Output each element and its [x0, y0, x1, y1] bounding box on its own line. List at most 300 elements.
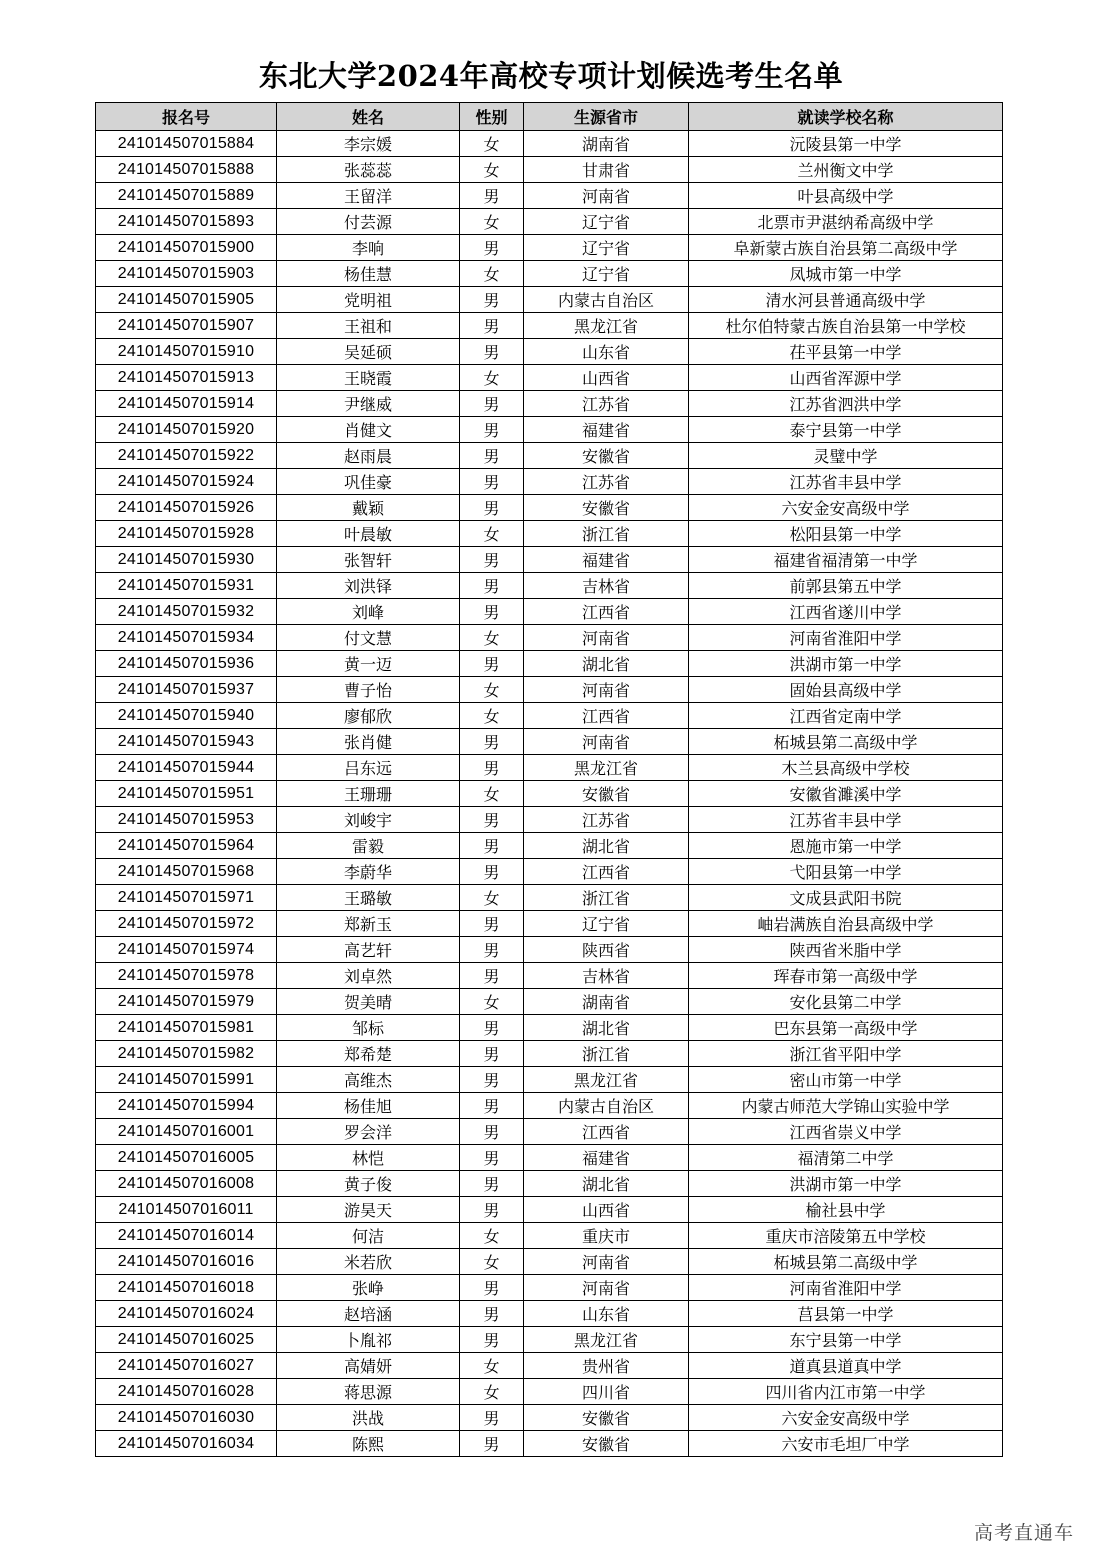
cell-gender: 男	[460, 937, 524, 963]
cell-province: 辽宁省	[524, 261, 689, 287]
cell-id: 241014507015971	[96, 885, 277, 911]
cell-name: 邹标	[277, 1015, 460, 1041]
cell-id: 241014507016008	[96, 1171, 277, 1197]
cell-school: 六安金安高级中学	[689, 1405, 1003, 1431]
cell-name: 罗会洋	[277, 1119, 460, 1145]
cell-province: 湖南省	[524, 989, 689, 1015]
cell-province: 黑龙江省	[524, 1327, 689, 1353]
cell-gender: 女	[460, 521, 524, 547]
cell-school: 内蒙古师范大学锦山实验中学	[689, 1093, 1003, 1119]
table-row	[96, 1275, 1003, 1301]
cell-gender: 男	[460, 599, 524, 625]
cell-province: 山东省	[524, 1301, 689, 1327]
cell-school: 洪湖市第一中学	[689, 1171, 1003, 1197]
cell-id: 241014507015972	[96, 911, 277, 937]
cell-gender: 男	[460, 1171, 524, 1197]
cell-gender: 女	[460, 365, 524, 391]
cell-id: 241014507015907	[96, 313, 277, 339]
cell-name: 郑希楚	[277, 1041, 460, 1067]
cell-name: 尹继威	[277, 391, 460, 417]
cell-gender: 女	[460, 1223, 524, 1249]
cell-name: 王璐敏	[277, 885, 460, 911]
table-row	[96, 625, 1003, 651]
cell-name: 游昊天	[277, 1197, 460, 1223]
cell-school: 安徽省濉溪中学	[689, 781, 1003, 807]
cell-id: 241014507015888	[96, 157, 277, 183]
cell-province: 山西省	[524, 365, 689, 391]
cell-gender: 男	[460, 469, 524, 495]
cell-gender: 男	[460, 859, 524, 885]
table-row	[96, 1093, 1003, 1119]
cell-province: 黑龙江省	[524, 1067, 689, 1093]
cell-province: 辽宁省	[524, 911, 689, 937]
cell-gender: 男	[460, 339, 524, 365]
cell-name: 王晓霞	[277, 365, 460, 391]
cell-province: 内蒙古自治区	[524, 1093, 689, 1119]
cell-school: 恩施市第一中学	[689, 833, 1003, 859]
cell-province: 湖北省	[524, 1015, 689, 1041]
cell-id: 241014507016001	[96, 1119, 277, 1145]
cell-province: 吉林省	[524, 573, 689, 599]
cell-province: 陕西省	[524, 937, 689, 963]
table-row	[96, 989, 1003, 1015]
cell-province: 河南省	[524, 183, 689, 209]
cell-gender: 男	[460, 911, 524, 937]
cell-school: 柘城县第二高级中学	[689, 729, 1003, 755]
cell-province: 湖北省	[524, 651, 689, 677]
cell-province: 江西省	[524, 859, 689, 885]
table-row	[96, 677, 1003, 703]
cell-school: 四川省内江市第一中学	[689, 1379, 1003, 1405]
cell-name: 付芸源	[277, 209, 460, 235]
cell-name: 米若欣	[277, 1249, 460, 1275]
cell-id: 241014507015944	[96, 755, 277, 781]
cell-id: 241014507015994	[96, 1093, 277, 1119]
cell-school: 密山市第一中学	[689, 1067, 1003, 1093]
cell-id: 241014507016011	[96, 1197, 277, 1223]
cell-school: 文成县武阳书院	[689, 885, 1003, 911]
cell-gender: 男	[460, 235, 524, 261]
cell-gender: 女	[460, 1353, 524, 1379]
cell-name: 李宗媛	[277, 131, 460, 157]
table-row	[96, 547, 1003, 573]
cell-school: 福建省福清第一中学	[689, 547, 1003, 573]
cell-school: 沅陵县第一中学	[689, 131, 1003, 157]
cell-gender: 男	[460, 183, 524, 209]
cell-province: 辽宁省	[524, 235, 689, 261]
table-row	[96, 1119, 1003, 1145]
cell-name: 黄子俊	[277, 1171, 460, 1197]
cell-id: 241014507015922	[96, 443, 277, 469]
table-row	[96, 833, 1003, 859]
cell-id: 241014507015937	[96, 677, 277, 703]
cell-province: 内蒙古自治区	[524, 287, 689, 313]
cell-id: 241014507015900	[96, 235, 277, 261]
cell-province: 安徽省	[524, 443, 689, 469]
cell-province: 山西省	[524, 1197, 689, 1223]
table-row	[96, 235, 1003, 261]
cell-school: 岫岩满族自治县高级中学	[689, 911, 1003, 937]
cell-school: 安化县第二中学	[689, 989, 1003, 1015]
cell-gender: 女	[460, 677, 524, 703]
cell-province: 湖北省	[524, 1171, 689, 1197]
cell-province: 河南省	[524, 625, 689, 651]
cell-name: 黄一迈	[277, 651, 460, 677]
table-row	[96, 131, 1003, 157]
cell-name: 高婧妍	[277, 1353, 460, 1379]
cell-gender: 男	[460, 1405, 524, 1431]
table-row	[96, 1379, 1003, 1405]
cell-name: 杨佳慧	[277, 261, 460, 287]
cell-province: 安徽省	[524, 1405, 689, 1431]
table-row	[96, 1431, 1003, 1457]
cell-id: 241014507015953	[96, 807, 277, 833]
table-row	[96, 365, 1003, 391]
cell-school: 江苏省丰县中学	[689, 469, 1003, 495]
cell-name: 高艺轩	[277, 937, 460, 963]
table-row	[96, 1249, 1003, 1275]
table-row	[96, 313, 1003, 339]
cell-school: 江西省遂川中学	[689, 599, 1003, 625]
cell-gender: 男	[460, 287, 524, 313]
cell-school: 山西省浑源中学	[689, 365, 1003, 391]
cell-name: 叶晨敏	[277, 521, 460, 547]
cell-gender: 男	[460, 1067, 524, 1093]
cell-id: 241014507016005	[96, 1145, 277, 1171]
cell-gender: 男	[460, 1275, 524, 1301]
cell-name: 刘洪铎	[277, 573, 460, 599]
cell-gender: 女	[460, 989, 524, 1015]
cell-name: 肖健文	[277, 417, 460, 443]
cell-name: 何洁	[277, 1223, 460, 1249]
cell-gender: 男	[460, 833, 524, 859]
cell-name: 郑新玉	[277, 911, 460, 937]
cell-school: 六安金安高级中学	[689, 495, 1003, 521]
col-header-school: 就读学校名称	[689, 103, 1003, 131]
cell-school: 六安市毛坦厂中学	[689, 1431, 1003, 1457]
cell-province: 福建省	[524, 417, 689, 443]
cell-name: 洪战	[277, 1405, 460, 1431]
cell-name: 巩佳豪	[277, 469, 460, 495]
cell-gender: 男	[460, 313, 524, 339]
table-row	[96, 1301, 1003, 1327]
cell-school: 榆社县中学	[689, 1197, 1003, 1223]
cell-id: 241014507015974	[96, 937, 277, 963]
cell-school: 柘城县第二高级中学	[689, 1249, 1003, 1275]
col-header-gender: 性别	[460, 103, 524, 131]
page-title: 东北大学2024年高校专项计划候选考生名单	[258, 59, 844, 93]
cell-name: 张蕊蕊	[277, 157, 460, 183]
table-row	[96, 495, 1003, 521]
cell-id: 241014507015889	[96, 183, 277, 209]
cell-id: 241014507015920	[96, 417, 277, 443]
cell-name: 赵雨晨	[277, 443, 460, 469]
cell-province: 江西省	[524, 1119, 689, 1145]
cell-name: 卜胤祁	[277, 1327, 460, 1353]
cell-id: 241014507016024	[96, 1301, 277, 1327]
table-row	[96, 209, 1003, 235]
col-header-province: 生源省市	[524, 103, 689, 131]
table-row	[96, 1145, 1003, 1171]
cell-id: 241014507016014	[96, 1223, 277, 1249]
cell-province: 吉林省	[524, 963, 689, 989]
cell-id: 241014507015968	[96, 859, 277, 885]
cell-province: 贵州省	[524, 1353, 689, 1379]
cell-school: 东宁县第一中学	[689, 1327, 1003, 1353]
table-row	[96, 755, 1003, 781]
cell-province: 江苏省	[524, 469, 689, 495]
cell-school: 河南省淮阳中学	[689, 625, 1003, 651]
cell-id: 241014507015905	[96, 287, 277, 313]
cell-province: 河南省	[524, 1249, 689, 1275]
cell-province: 浙江省	[524, 885, 689, 911]
cell-gender: 男	[460, 391, 524, 417]
cell-province: 福建省	[524, 1145, 689, 1171]
table-row	[96, 573, 1003, 599]
cell-school: 河南省淮阳中学	[689, 1275, 1003, 1301]
table-row	[96, 157, 1003, 183]
table-body	[96, 131, 1003, 1457]
cell-school: 固始县高级中学	[689, 677, 1003, 703]
cell-province: 河南省	[524, 677, 689, 703]
table-row	[96, 781, 1003, 807]
cell-name: 雷毅	[277, 833, 460, 859]
cell-gender: 男	[460, 755, 524, 781]
cell-id: 241014507015931	[96, 573, 277, 599]
cell-gender: 男	[460, 1197, 524, 1223]
cell-id: 241014507015951	[96, 781, 277, 807]
cell-school: 清水河县普通高级中学	[689, 287, 1003, 313]
cell-name: 陈熙	[277, 1431, 460, 1457]
table-row	[96, 885, 1003, 911]
cell-id: 241014507015940	[96, 703, 277, 729]
cell-name: 王珊珊	[277, 781, 460, 807]
cell-name: 刘峻宇	[277, 807, 460, 833]
cell-name: 蒋思源	[277, 1379, 460, 1405]
cell-gender: 男	[460, 1145, 524, 1171]
table-row	[96, 807, 1003, 833]
cell-gender: 男	[460, 807, 524, 833]
table-row	[96, 1015, 1003, 1041]
cell-name: 廖郁欣	[277, 703, 460, 729]
cell-name: 张峥	[277, 1275, 460, 1301]
cell-id: 241014507015924	[96, 469, 277, 495]
cell-id: 241014507016028	[96, 1379, 277, 1405]
cell-school: 木兰县高级中学校	[689, 755, 1003, 781]
cell-province: 安徽省	[524, 1431, 689, 1457]
cell-gender: 女	[460, 1379, 524, 1405]
cell-id: 241014507015943	[96, 729, 277, 755]
cell-school: 杜尔伯特蒙古族自治县第一中学校	[689, 313, 1003, 339]
table-row	[96, 521, 1003, 547]
col-header-name: 姓名	[277, 103, 460, 131]
cell-id: 241014507016027	[96, 1353, 277, 1379]
table-row	[96, 651, 1003, 677]
cell-gender: 男	[460, 1301, 524, 1327]
table-row	[96, 1067, 1003, 1093]
cell-province: 安徽省	[524, 495, 689, 521]
cell-id: 241014507015884	[96, 131, 277, 157]
cell-id: 241014507015913	[96, 365, 277, 391]
cell-id: 241014507015934	[96, 625, 277, 651]
cell-name: 李响	[277, 235, 460, 261]
cell-gender: 女	[460, 209, 524, 235]
cell-id: 241014507015930	[96, 547, 277, 573]
cell-name: 赵培涵	[277, 1301, 460, 1327]
cell-name: 王祖和	[277, 313, 460, 339]
cell-gender: 女	[460, 157, 524, 183]
cell-gender: 男	[460, 1093, 524, 1119]
candidate-table	[95, 102, 1003, 1457]
table-row	[96, 963, 1003, 989]
table-row	[96, 729, 1003, 755]
cell-name: 刘峰	[277, 599, 460, 625]
cell-name: 吕东远	[277, 755, 460, 781]
cell-province: 辽宁省	[524, 209, 689, 235]
cell-gender: 女	[460, 1249, 524, 1275]
cell-gender: 男	[460, 963, 524, 989]
cell-gender: 男	[460, 573, 524, 599]
cell-name: 林恺	[277, 1145, 460, 1171]
cell-school: 兰州衡文中学	[689, 157, 1003, 183]
cell-province: 黑龙江省	[524, 313, 689, 339]
cell-name: 戴颖	[277, 495, 460, 521]
cell-gender: 男	[460, 443, 524, 469]
cell-province: 江苏省	[524, 391, 689, 417]
cell-school: 泰宁县第一中学	[689, 417, 1003, 443]
table-row	[96, 1197, 1003, 1223]
cell-id: 241014507016016	[96, 1249, 277, 1275]
cell-id: 241014507016034	[96, 1431, 277, 1457]
cell-province: 重庆市	[524, 1223, 689, 1249]
cell-name: 曹子怡	[277, 677, 460, 703]
cell-gender: 女	[460, 781, 524, 807]
cell-name: 贺美晴	[277, 989, 460, 1015]
cell-id: 241014507015910	[96, 339, 277, 365]
cell-name: 党明祖	[277, 287, 460, 313]
cell-name: 刘卓然	[277, 963, 460, 989]
cell-name: 高维杰	[277, 1067, 460, 1093]
cell-school: 叶县高级中学	[689, 183, 1003, 209]
cell-school: 北票市尹湛纳希高级中学	[689, 209, 1003, 235]
cell-province: 江苏省	[524, 807, 689, 833]
cell-school: 江苏省丰县中学	[689, 807, 1003, 833]
cell-province: 湖北省	[524, 833, 689, 859]
cell-school: 珲春市第一高级中学	[689, 963, 1003, 989]
cell-gender: 女	[460, 885, 524, 911]
cell-id: 241014507015926	[96, 495, 277, 521]
cell-name: 王留洋	[277, 183, 460, 209]
table-row	[96, 599, 1003, 625]
cell-id: 241014507015978	[96, 963, 277, 989]
table-header-row	[96, 103, 1003, 131]
table-row	[96, 1223, 1003, 1249]
watermark-text: 高考直通车	[973, 1522, 1074, 1544]
cell-province: 浙江省	[524, 521, 689, 547]
cell-province: 浙江省	[524, 1041, 689, 1067]
cell-id: 241014507015981	[96, 1015, 277, 1041]
table-row	[96, 937, 1003, 963]
cell-id: 241014507015928	[96, 521, 277, 547]
cell-gender: 男	[460, 1041, 524, 1067]
cell-gender: 女	[460, 625, 524, 651]
cell-gender: 男	[460, 1119, 524, 1145]
cell-gender: 男	[460, 1327, 524, 1353]
cell-id: 241014507015979	[96, 989, 277, 1015]
table-row	[96, 183, 1003, 209]
table-row	[96, 1353, 1003, 1379]
cell-school: 阜新蒙古族自治县第二高级中学	[689, 235, 1003, 261]
table-row	[96, 1171, 1003, 1197]
cell-name: 张智轩	[277, 547, 460, 573]
table-row	[96, 1041, 1003, 1067]
table-row	[96, 469, 1003, 495]
table-row	[96, 261, 1003, 287]
cell-name: 吴延硕	[277, 339, 460, 365]
cell-province: 江西省	[524, 599, 689, 625]
cell-name: 李蔚华	[277, 859, 460, 885]
cell-gender: 女	[460, 261, 524, 287]
cell-school: 凤城市第一中学	[689, 261, 1003, 287]
table-row	[96, 339, 1003, 365]
cell-gender: 女	[460, 703, 524, 729]
table-row	[96, 859, 1003, 885]
cell-gender: 男	[460, 495, 524, 521]
cell-gender: 男	[460, 1431, 524, 1457]
col-header-id: 报名号	[96, 103, 277, 131]
cell-school: 浙江省平阳中学	[689, 1041, 1003, 1067]
cell-school: 巴东县第一高级中学	[689, 1015, 1003, 1041]
cell-province: 福建省	[524, 547, 689, 573]
cell-school: 松阳县第一中学	[689, 521, 1003, 547]
cell-school: 江西省定南中学	[689, 703, 1003, 729]
cell-name: 张肖健	[277, 729, 460, 755]
cell-school: 道真县道真中学	[689, 1353, 1003, 1379]
cell-gender: 男	[460, 651, 524, 677]
cell-province: 江西省	[524, 703, 689, 729]
cell-id: 241014507015903	[96, 261, 277, 287]
table-row	[96, 1405, 1003, 1431]
cell-school: 弋阳县第一中学	[689, 859, 1003, 885]
cell-gender: 男	[460, 417, 524, 443]
cell-province: 甘肃省	[524, 157, 689, 183]
cell-id: 241014507015964	[96, 833, 277, 859]
cell-school: 茌平县第一中学	[689, 339, 1003, 365]
cell-province: 河南省	[524, 1275, 689, 1301]
cell-id: 241014507015982	[96, 1041, 277, 1067]
cell-id: 241014507015893	[96, 209, 277, 235]
cell-province: 四川省	[524, 1379, 689, 1405]
cell-gender: 男	[460, 547, 524, 573]
cell-id: 241014507016030	[96, 1405, 277, 1431]
cell-gender: 女	[460, 131, 524, 157]
cell-id: 241014507016018	[96, 1275, 277, 1301]
cell-name: 付文慧	[277, 625, 460, 651]
table-row	[96, 1327, 1003, 1353]
table-row	[96, 911, 1003, 937]
cell-school: 江西省崇义中学	[689, 1119, 1003, 1145]
cell-school: 重庆市涪陵第五中学校	[689, 1223, 1003, 1249]
cell-id: 241014507015914	[96, 391, 277, 417]
cell-id: 241014507016025	[96, 1327, 277, 1353]
cell-id: 241014507015936	[96, 651, 277, 677]
table-row	[96, 417, 1003, 443]
cell-gender: 男	[460, 729, 524, 755]
cell-school: 陕西省米脂中学	[689, 937, 1003, 963]
cell-gender: 男	[460, 1015, 524, 1041]
cell-province: 黑龙江省	[524, 755, 689, 781]
cell-id: 241014507015991	[96, 1067, 277, 1093]
